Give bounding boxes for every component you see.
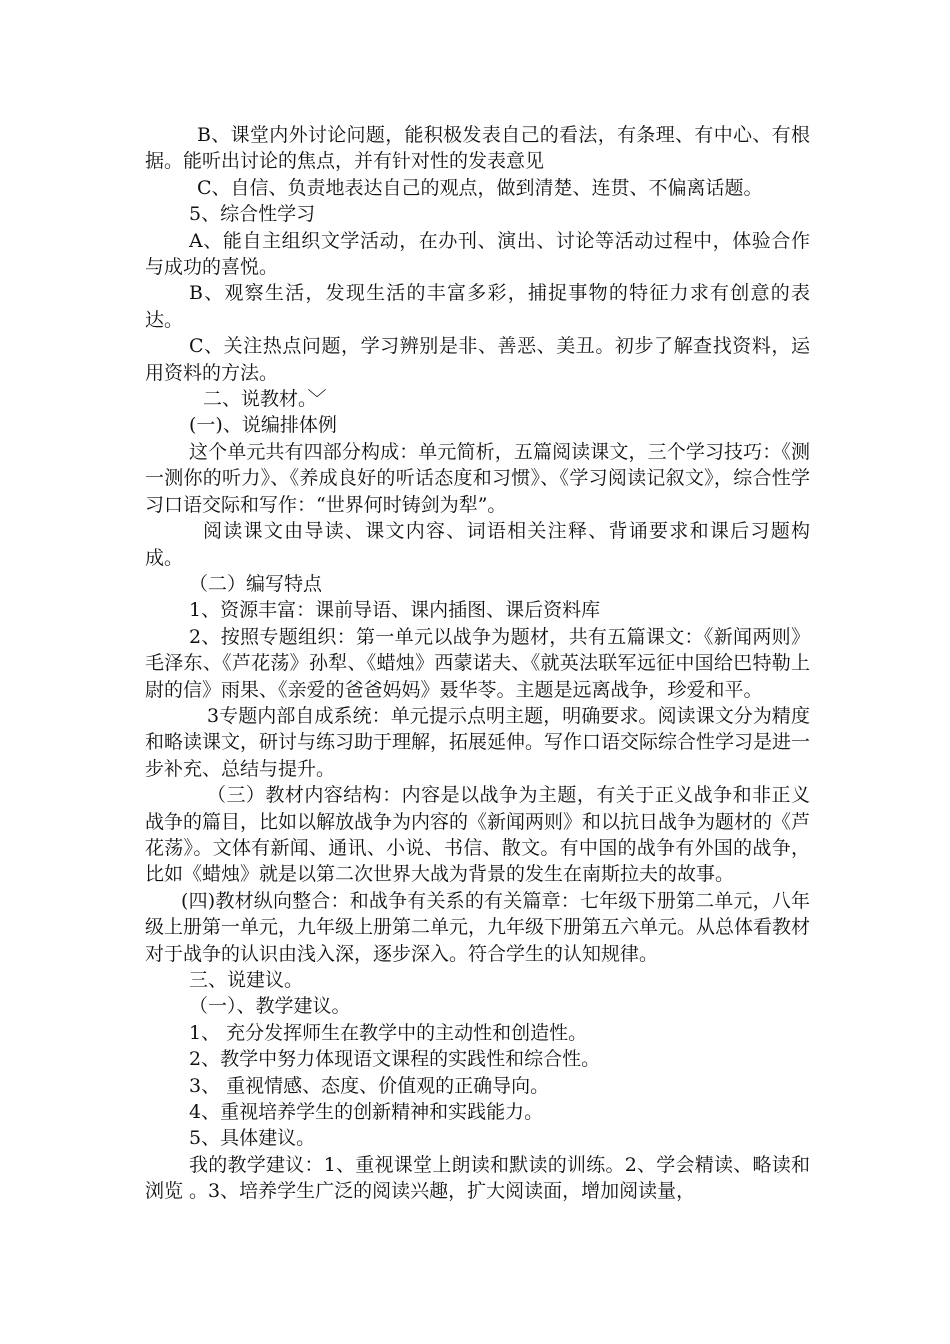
paragraph-reading-text-structure: 阅读课文由导读、课文内容、词语相关注释、背诵要求和课后习题构成。: [145, 520, 810, 569]
list-item-4: 4、重视培养学生的创新精神和实践能力。: [189, 1101, 544, 1124]
paragraph-hotspot-c: C、关注热点问题，学习辨别是非、善恶、美丑。初步了解查找资料，运用资料的方法。: [145, 335, 810, 384]
paragraph-observe-b: B、观察生活，发现生活的丰富多彩，捕捉事物的特征力求有创意的表达。: [145, 282, 810, 331]
heading-writing-features: （二）编写特点: [189, 572, 323, 595]
paragraph-unit-composition: 这个单元共有四部分构成：单元简析，五篇阅读课文，三个学习技巧：《测一测你的听力》、《养成良好的听话态度和习惯》、《学习阅读记叙文》，综合性学习口语交际和写作：“世界何时铸剑为犁”。: [145, 440, 810, 516]
list-item-1: 1、 充分发挥师生在教学中的主动性和创造性。: [189, 1021, 588, 1044]
paragraph-content-structure: （三）教材内容结构：内容是以战争为主题，有关于正义战争和非正义战争的篇目，比如以解放战争为内容的《新闻两则》和以抗日战争为题材的《芦花荡》。文体有新闻、通讯、小说、书信、散文。有中国的战争有外国的战争，比如《蜡烛》就是以第二次世界大战为背景的发生在南斯拉夫的故事。: [145, 784, 811, 886]
paragraph-topic-organization: 2、按照专题组织：第一单元以战争为题材，共有五篇课文：《新闻两则》毛泽东、《芦花荡》孙犁、《蜡烛》西蒙诺夫、《就英法联军远征中国给巴特勒上尉的信》雨果、《亲爱的爸爸妈妈》聂华苓。主题是远离战争，珍爱和平。: [145, 625, 810, 701]
paragraph-topic-system: 3专题内部自成系统：单元提示点明主题，明确要求。阅读课文分为精度和略读课文，研讨与练习助于理解，拓展延伸。写作口语交际综合性学习是进一步补充、总结与提升。: [145, 704, 811, 780]
heading-layout-style: (一)、说编排体例: [189, 414, 337, 437]
paragraph-discussion-b: B、课堂内外讨论问题，能积极发表自己的看法，有条理、有中心、有根据。能听出讨论的焦点，并有针对性的发表意见: [145, 124, 810, 173]
list-item-5: 5、具体建议。: [189, 1127, 316, 1150]
list-item-2: 2、教学中努力体现语文课程的实践性和综合性。: [189, 1048, 601, 1071]
heading-teaching-suggestions: （一）、教学建议。: [189, 995, 351, 1018]
paragraph-my-suggestions: 我的教学建议：1、重视课堂上朗读和默读的训练。2、学会精读、略读和浏览 。3、培养学生广泛的阅读兴趣，扩大阅读面，增加阅读量，: [145, 1153, 810, 1203]
document-body: [145, 122, 810, 1205]
heading-suggestions: 三、说建议。: [189, 969, 304, 991]
paragraph-activity-a: A、能自主组织文学活动，在办刊、演出、讨论等活动过程中，体验合作与成功的喜悦。: [145, 229, 810, 279]
heading-comprehensive-learning: 5、综合性学习: [189, 203, 316, 226]
list-item-3: 3、 重视情感、态度、价值观的正确导向。: [189, 1074, 550, 1097]
paragraph-vertical-integration: (四)教材纵向整合：和战争有关系的有关篇章：七年级下册第二单元，八年级上册第一单元，九年级上册第二单元，九年级下册第五六单元。从总体看教材对于战争的认识由浅入深，逐步深入。符合学生的认知规律。: [145, 889, 811, 965]
paragraph-rich-resources: 1、资源丰富：课前导语、课内插图、课后资料库: [189, 599, 601, 622]
paragraph-expression-c: C、自信、负责地表达自己的观点，做到清楚、连贯、不偏离话题。: [197, 176, 763, 199]
heading-textbook: 二、说教材。﹀: [203, 388, 327, 411]
